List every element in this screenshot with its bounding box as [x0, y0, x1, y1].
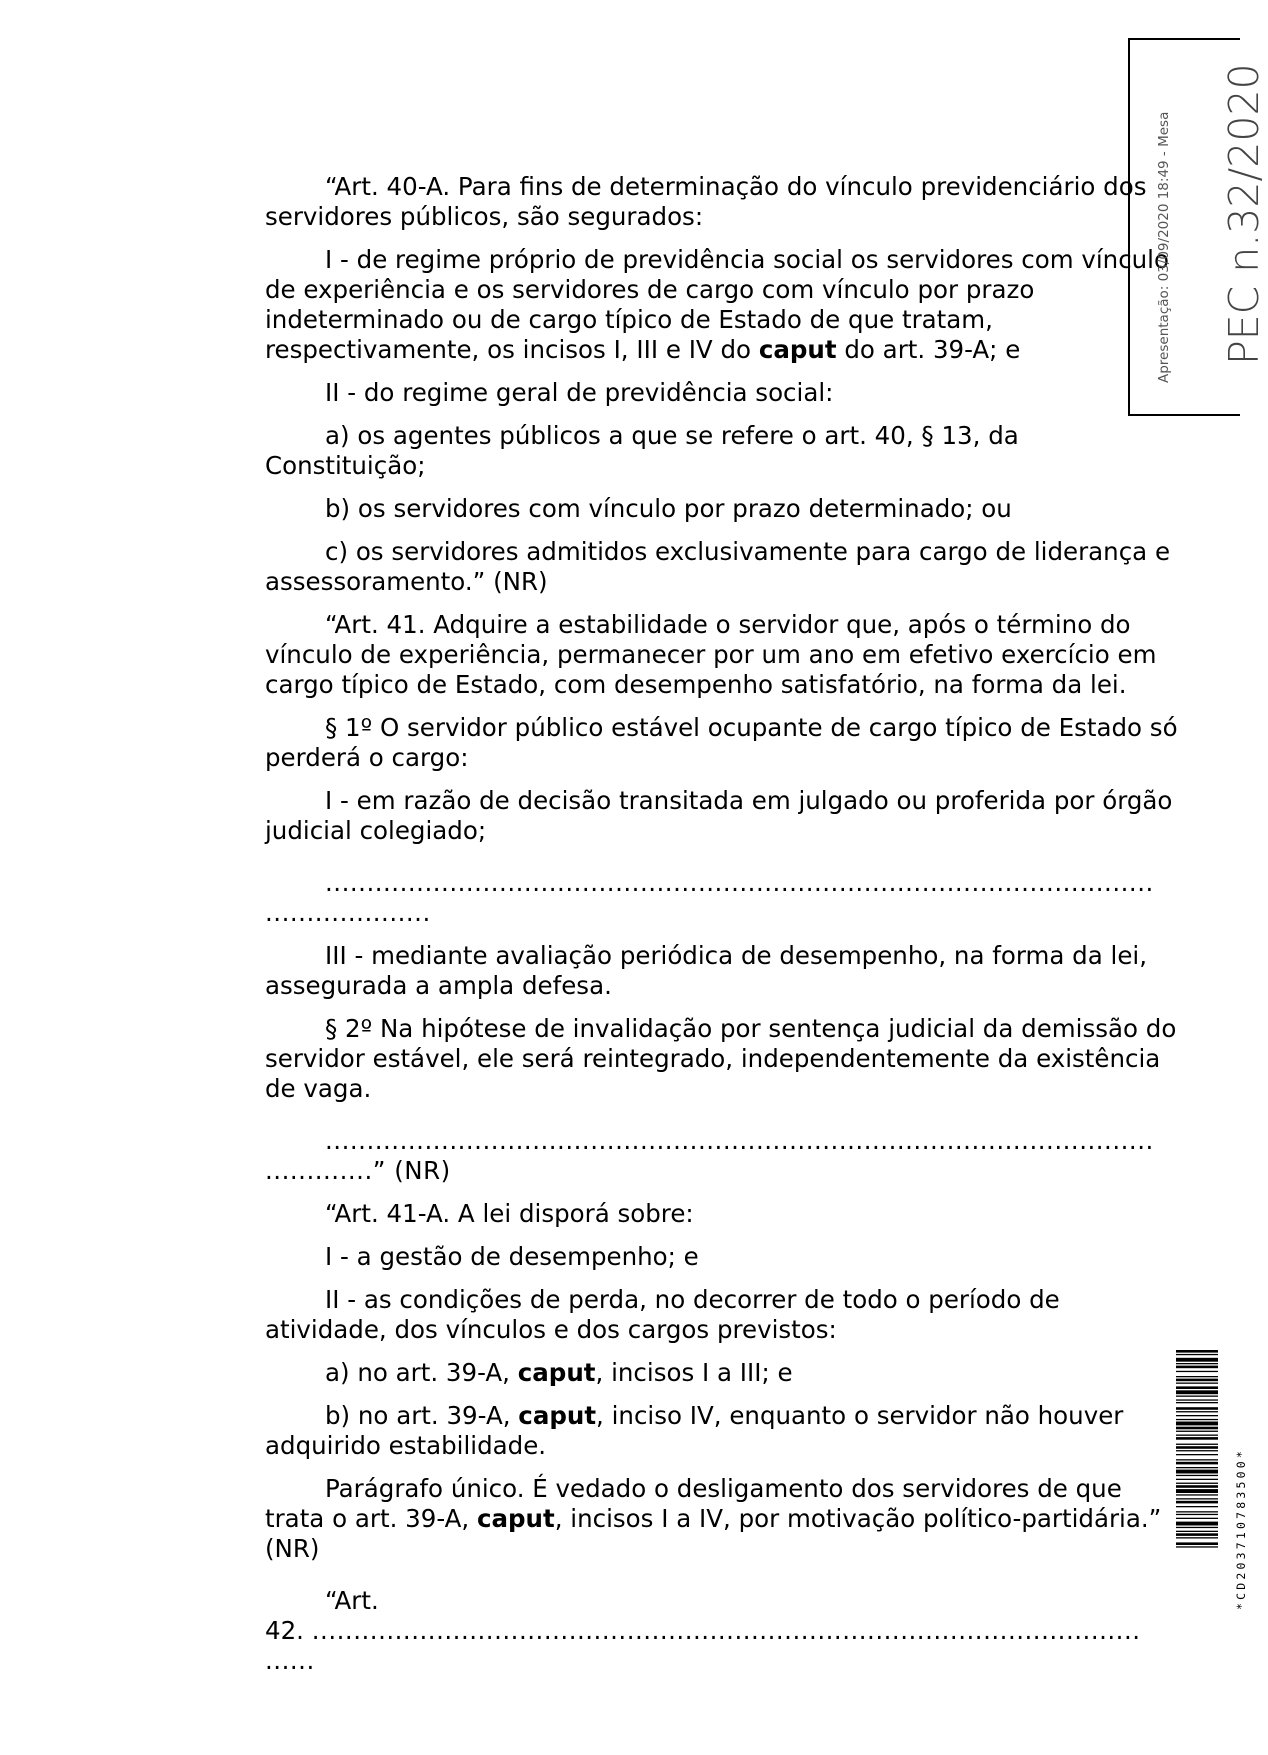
paragraph-art-41a-alinea-a [265, 1358, 1180, 1388]
barcode-bar [1176, 1422, 1218, 1426]
paragraph-inciso-ii: II - do regime geral de previdência social: [325, 378, 834, 407]
barcode-bar [1176, 1462, 1218, 1465]
barcode-bar [1176, 1522, 1218, 1526]
paragraph-art-41a-inciso-i: I - a gestão de desempenho; e [325, 1242, 699, 1271]
text-span: Parágrafo único. É vedado o desligamento dos servidores de que trata o art. 39-A, [265, 1474, 1122, 1533]
barcode-bar [1176, 1376, 1218, 1377]
barcode-bar [1176, 1371, 1218, 1372]
barcode-bar [1176, 1407, 1218, 1410]
paragraph-alinea-a: a) os agentes públicos a que se refere o art. 40, § 13, da Constituição; [265, 421, 1019, 480]
ellipsis-tail: .................... [265, 898, 431, 927]
paragraph-paragrafo-unico [265, 1474, 1180, 1564]
paragraph-art-41-inciso-i: I - em razão de decisão transitada em julgado ou proferida por órgão judicial colegiado; [265, 786, 1173, 845]
barcode-bar [1176, 1514, 1218, 1515]
ellipsis-block-2 [265, 1126, 1180, 1186]
text-span: , incisos I a III; e [595, 1358, 793, 1387]
barcode-bar [1176, 1366, 1218, 1369]
text-span: b) no art. 39-A, [325, 1401, 519, 1430]
text-span: do art. 39-A; e [836, 335, 1021, 364]
barcode-caption: *CD203710783500* [1234, 1448, 1248, 1610]
paragraph-art-41a: “Art. 41-A. A lei disporá sobre: [325, 1199, 694, 1228]
paragraph-par-2: § 2º Na hipótese de invalidação por sentença judicial da demissão do servidor estável, ele será reintegrado, independentemente da existência de vaga. [265, 1014, 1177, 1103]
ellipsis-tail: .............” (NR) [265, 1156, 451, 1185]
barcode-bar [1176, 1419, 1218, 1420]
stamp-pec-number: PEC n.32/2020 [1220, 63, 1268, 365]
barcode-bar [1176, 1435, 1218, 1436]
ellipsis-block-1 [265, 868, 1180, 928]
barcode-bar [1176, 1411, 1218, 1412]
barcode-bar [1176, 1506, 1218, 1507]
barcode-bar [1176, 1485, 1218, 1488]
barcode-bar [1176, 1537, 1218, 1538]
paragraph-art-42 [265, 1586, 1180, 1676]
barcode-bar [1176, 1483, 1218, 1484]
text-span: a) no art. 39-A, [325, 1358, 518, 1387]
text-span: , incisos I a IV, por motivação político-partidária.” (NR) [265, 1504, 1162, 1563]
barcode-bar [1176, 1450, 1218, 1451]
barcode-bar [1176, 1386, 1218, 1389]
barcode-bar [1176, 1358, 1218, 1362]
barcode [1176, 1350, 1218, 1608]
barcode-bar [1176, 1396, 1218, 1397]
barcode-bar [1176, 1533, 1218, 1536]
paragraph-art-40a: “Art. 40-A. Para fins de determinação do vínculo previdenciário dos servidores públicos, são segurados: [265, 172, 1147, 231]
text-span: , inciso IV, enquanto o servidor não houver adquirido estabilidade. [265, 1401, 1124, 1460]
bold-caput: caput [476, 1504, 555, 1533]
paragraph-art-41a-alinea-b [265, 1401, 1180, 1461]
paragraph-art-41-inciso-iii: III - mediante avaliação periódica de desempenho, na forma da lei, assegurada a ampla defesa. [265, 941, 1148, 1000]
barcode-bar [1176, 1444, 1218, 1445]
barcode-bar [1176, 1431, 1218, 1432]
barcode-bar [1176, 1399, 1218, 1400]
barcode-bar [1176, 1459, 1218, 1460]
paragraph-art-41a-inciso-ii: II - as condições de perda, no decorrer de todo o período de atividade, dos vínculos e dos cargos previstos: [265, 1285, 1060, 1344]
barcode-bar [1176, 1390, 1218, 1394]
barcode-bar [1176, 1527, 1218, 1528]
barcode-bar [1176, 1383, 1218, 1384]
paragraph-art-41: “Art. 41. Adquire a estabilidade o servidor que, após o término do vínculo de experiência, permanecer por um ano em efetivo exercício em cargo típico de Estado, com desempenho satisfatório, na forma da lei. [265, 610, 1157, 699]
barcode-bar [1176, 1427, 1218, 1430]
barcode-bar [1176, 1454, 1218, 1455]
barcode-bar [1176, 1415, 1218, 1416]
barcode-bar [1176, 1546, 1218, 1547]
art-42-label: “Art. [325, 1586, 379, 1615]
ellipsis-line: .................................................................................................... [325, 868, 1154, 897]
barcode-bar [1176, 1470, 1218, 1474]
barcode-bar [1176, 1489, 1218, 1493]
barcode-bar [1176, 1437, 1218, 1440]
barcode-bar [1176, 1402, 1218, 1403]
barcode-bar [1176, 1501, 1218, 1504]
barcode-bar [1176, 1354, 1218, 1355]
barcode-bar [1176, 1350, 1218, 1353]
barcode-bar [1176, 1363, 1218, 1364]
barcode-bar [1176, 1446, 1218, 1449]
ellipsis-line: .................................................................................................... [325, 1126, 1154, 1155]
art-42-number: 42. [265, 1616, 312, 1645]
barcode-bar [1176, 1379, 1218, 1382]
paragraph-par-1: § 1º O servidor público estável ocupante de cargo típico de Estado só perderá o cargo: [265, 713, 1178, 772]
barcode-bar [1176, 1467, 1218, 1468]
bold-caput: caput [758, 335, 837, 364]
barcode-bar [1176, 1479, 1218, 1480]
document-body [265, 172, 1180, 1676]
ellipsis-tail: ...... [265, 1646, 315, 1675]
paragraph-alinea-c: c) os servidores admitidos exclusivamente para cargo de liderança e assessoramento.” (NR) [265, 537, 1171, 596]
barcode-bar [1176, 1542, 1218, 1545]
bold-caput: caput [518, 1401, 597, 1430]
barcode-bar [1176, 1494, 1218, 1495]
bold-caput: caput [517, 1358, 596, 1387]
art-42-line [265, 1616, 1180, 1646]
barcode-bar [1176, 1531, 1218, 1532]
barcode-bar [1176, 1518, 1218, 1519]
ellipsis-line: .................................................................................................... [311, 1616, 1141, 1645]
barcode-bar [1176, 1511, 1218, 1512]
stamp-presentation-date: Apresentação: 03/09/2020 18:49 - Mesa [1156, 111, 1172, 383]
paragraph-inciso-i [265, 245, 1180, 365]
barcode-bar [1176, 1475, 1218, 1476]
barcode-bar [1176, 1498, 1218, 1499]
text-span: I - de regime próprio de previdência social os servidores com vínculo de experiência e os servidores de cargo com vínculo por prazo indeterminado ou de cargo típico de Estado de que tratam, respectivamente, os incisos I, III e IV do [265, 245, 1169, 364]
paragraph-alinea-b: b) os servidores com vínculo por prazo determinado; ou [325, 494, 1012, 523]
